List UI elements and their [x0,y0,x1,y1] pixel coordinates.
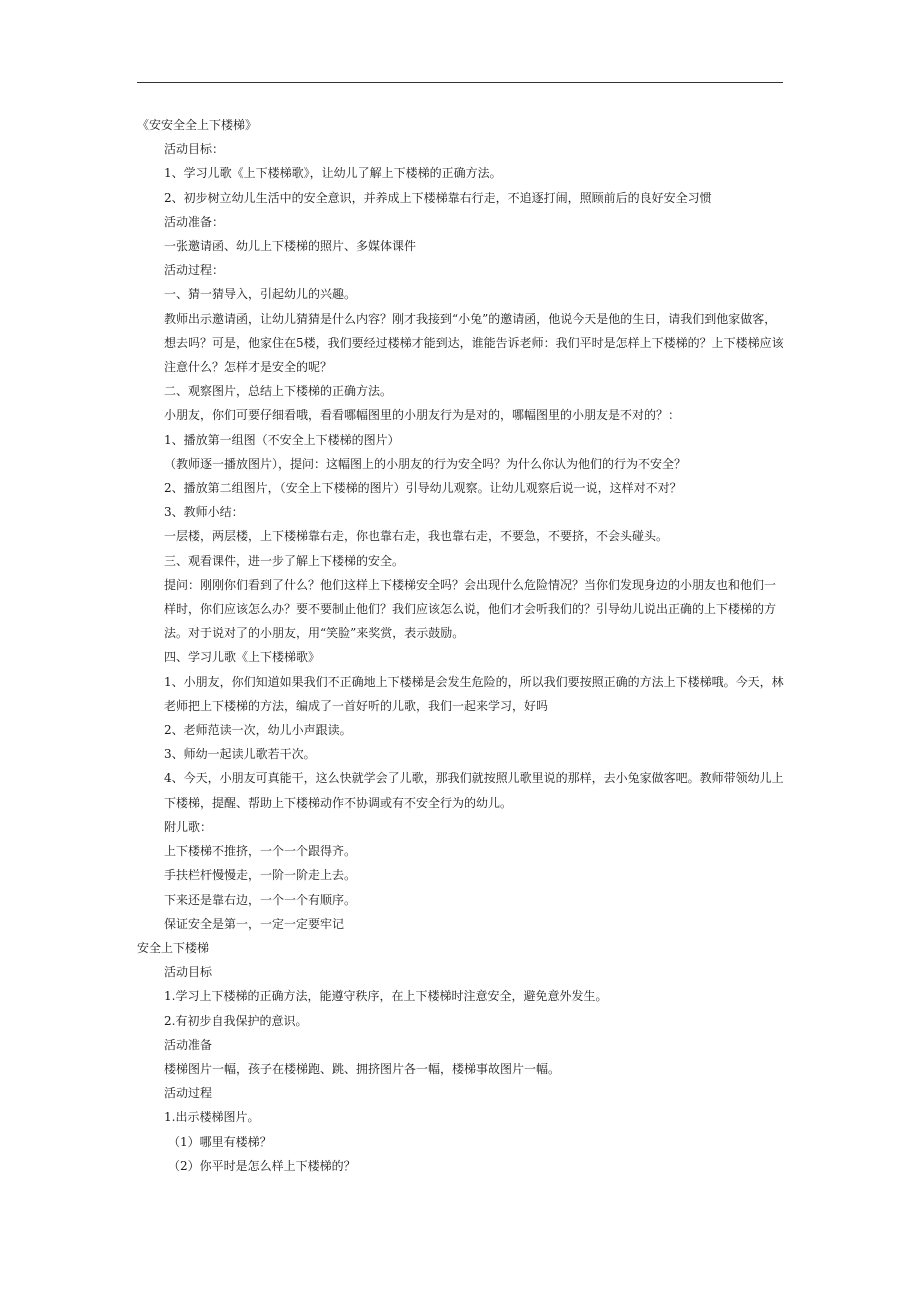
lesson1-step2-2: 2、播放第二组图片，（安全上下楼梯的图片）引导幼儿观察。让幼儿观察后说一说，这样对不对？ [164,481,682,496]
lesson1-step3-body: 提问：刚刚你们看到了什么？他们这样上下楼梯安全吗？会出现什么危险情况？当你们发现身边的小朋友也和他们一样时，你们应该怎么办？要不要制止他们？我们应该怎么说，他们才会听我们的？引导幼儿说出正确的上下楼梯的方法。对于说对了的小朋友，用“笑脸”来奖赏，表示鼓励。 [164,577,777,641]
song-line: 手扶栏杆慢慢走，一阶一阶走上去。 [164,868,357,883]
song-line: 下来还是靠右边，一个一个有顺序。 [164,892,357,907]
header-rule [137,82,783,83]
lesson1-prep: 一张邀请函、幼儿上下楼梯的照片、多媒体课件 [164,239,417,254]
lesson1-step2-3-body: 一层楼，两层楼，上下楼梯靠右走，你也靠右走，我也靠右走，不要急，不要挤，不会头碰头。 [164,529,669,544]
lesson1-process-heading: 活动过程： [164,263,225,278]
lesson2-process-heading: 活动过程 [164,1086,213,1101]
lesson1-goals-heading: 活动目标： [164,142,225,157]
document-body [137,113,797,1178]
lesson1-step2-3: 3、教师小结： [164,505,244,520]
lesson1-step2-1: 1、播放第一组图（不安全上下楼梯的图片） [164,432,400,447]
lesson1-goal-2: 2、初步树立幼儿生活中的安全意识，并养成上下楼梯靠右行走，不追逐打闹，照顾前后的良好安全习惯 [164,190,712,205]
lesson1-step4-3: 3、师幼一起读儿歌若干次。 [164,747,316,762]
lesson2-question-1: （1）哪里有楼梯？ [168,1134,272,1149]
lesson1-step4-1: 1、小朋友，你们知道如果我们不正确地上下楼梯是会发生危险的，所以我们要按照正确的方法上下楼梯哦。今天，林老师把上下楼梯的方法，编成了一首好听的儿歌，我们一起来学习，好吗 [164,674,784,713]
lesson1-step1-body: 教师出示邀请函，让幼儿猜猜是什么内容？刚才我接到“小兔”的邀请函，他说今天是他的生日，请我们到他家做客，想去吗？可是，他家住在5楼，我们要经过楼梯才能到达，谁能告诉老师：我们平时是怎样上下楼梯的？上下楼梯应该注意什么？怎样才是安全的呢？ [164,311,784,375]
lesson1-step4-2: 2、老师范读一次，幼儿小声跟读。 [164,723,352,738]
song-line: 上下楼梯不推挤，一个一个跟得齐。 [164,844,357,859]
lesson1-step2-intro: 小朋友，你们可要仔细看哦，看看哪幅图里的小朋友行为是对的，哪幅图里的小朋友是不对的？： [164,408,681,423]
lesson1-step3-heading: 三、观看课件，进一步了解上下楼梯的安全。 [164,553,405,568]
lesson2-goal-1: 1.学习上下楼梯的正确方法，能遵守秩序，在上下楼梯时注意安全，避免意外发生。 [164,989,608,1004]
lesson2-title: 安全上下楼梯 [137,940,210,955]
lesson1-prep-heading: 活动准备： [164,214,225,229]
lesson2-goals-heading: 活动目标 [164,965,213,980]
lesson2-goal-2: 2.有初步自我保护的意识。 [164,1013,308,1028]
lesson1-title: 《安安全全上下楼梯》 [137,118,258,132]
lesson1-step4-4: 4、今天，小朋友可真能干，这么快就学会了儿歌，那我们就按照儿歌里说的那样，去小兔家做客吧。教师带领幼儿上下楼梯，提醒、帮助上下楼梯动作不协调或有不安全行为的幼儿。 [164,771,784,810]
lesson1-song-heading: 附儿歌： [164,819,213,834]
lesson1-goal-1: 1、学习儿歌《上下楼梯歌》，让幼儿了解上下楼梯的正确方法。 [164,166,502,181]
lesson1-step2-heading: 二、观察图片，总结上下楼梯的正确方法。 [164,384,393,399]
lesson2-prep: 楼梯图片一幅，孩子在楼梯跑、跳、拥挤图片各一幅，楼梯事故图片一幅。 [164,1061,561,1076]
lesson1-step1-heading: 一、猜一猜导入，引起幼儿的兴趣。 [164,287,357,302]
lesson2-step1: 1.出示楼梯图片。 [164,1110,260,1125]
lesson2-question-2: （2）你平时是怎么样上下楼梯的？ [168,1158,356,1173]
lesson1-step4-heading: 四、学习儿歌《上下楼梯歌》 [164,650,321,665]
song-line: 保证安全是第一，一定一定要牢记 [164,916,345,931]
lesson1-step2-1-note: （教师逐一播放图片），提问：这幅图上的小朋友的行为安全吗？为什么你认为他们的行为不安全？ [164,456,687,471]
lesson2-prep-heading: 活动准备 [164,1037,213,1052]
